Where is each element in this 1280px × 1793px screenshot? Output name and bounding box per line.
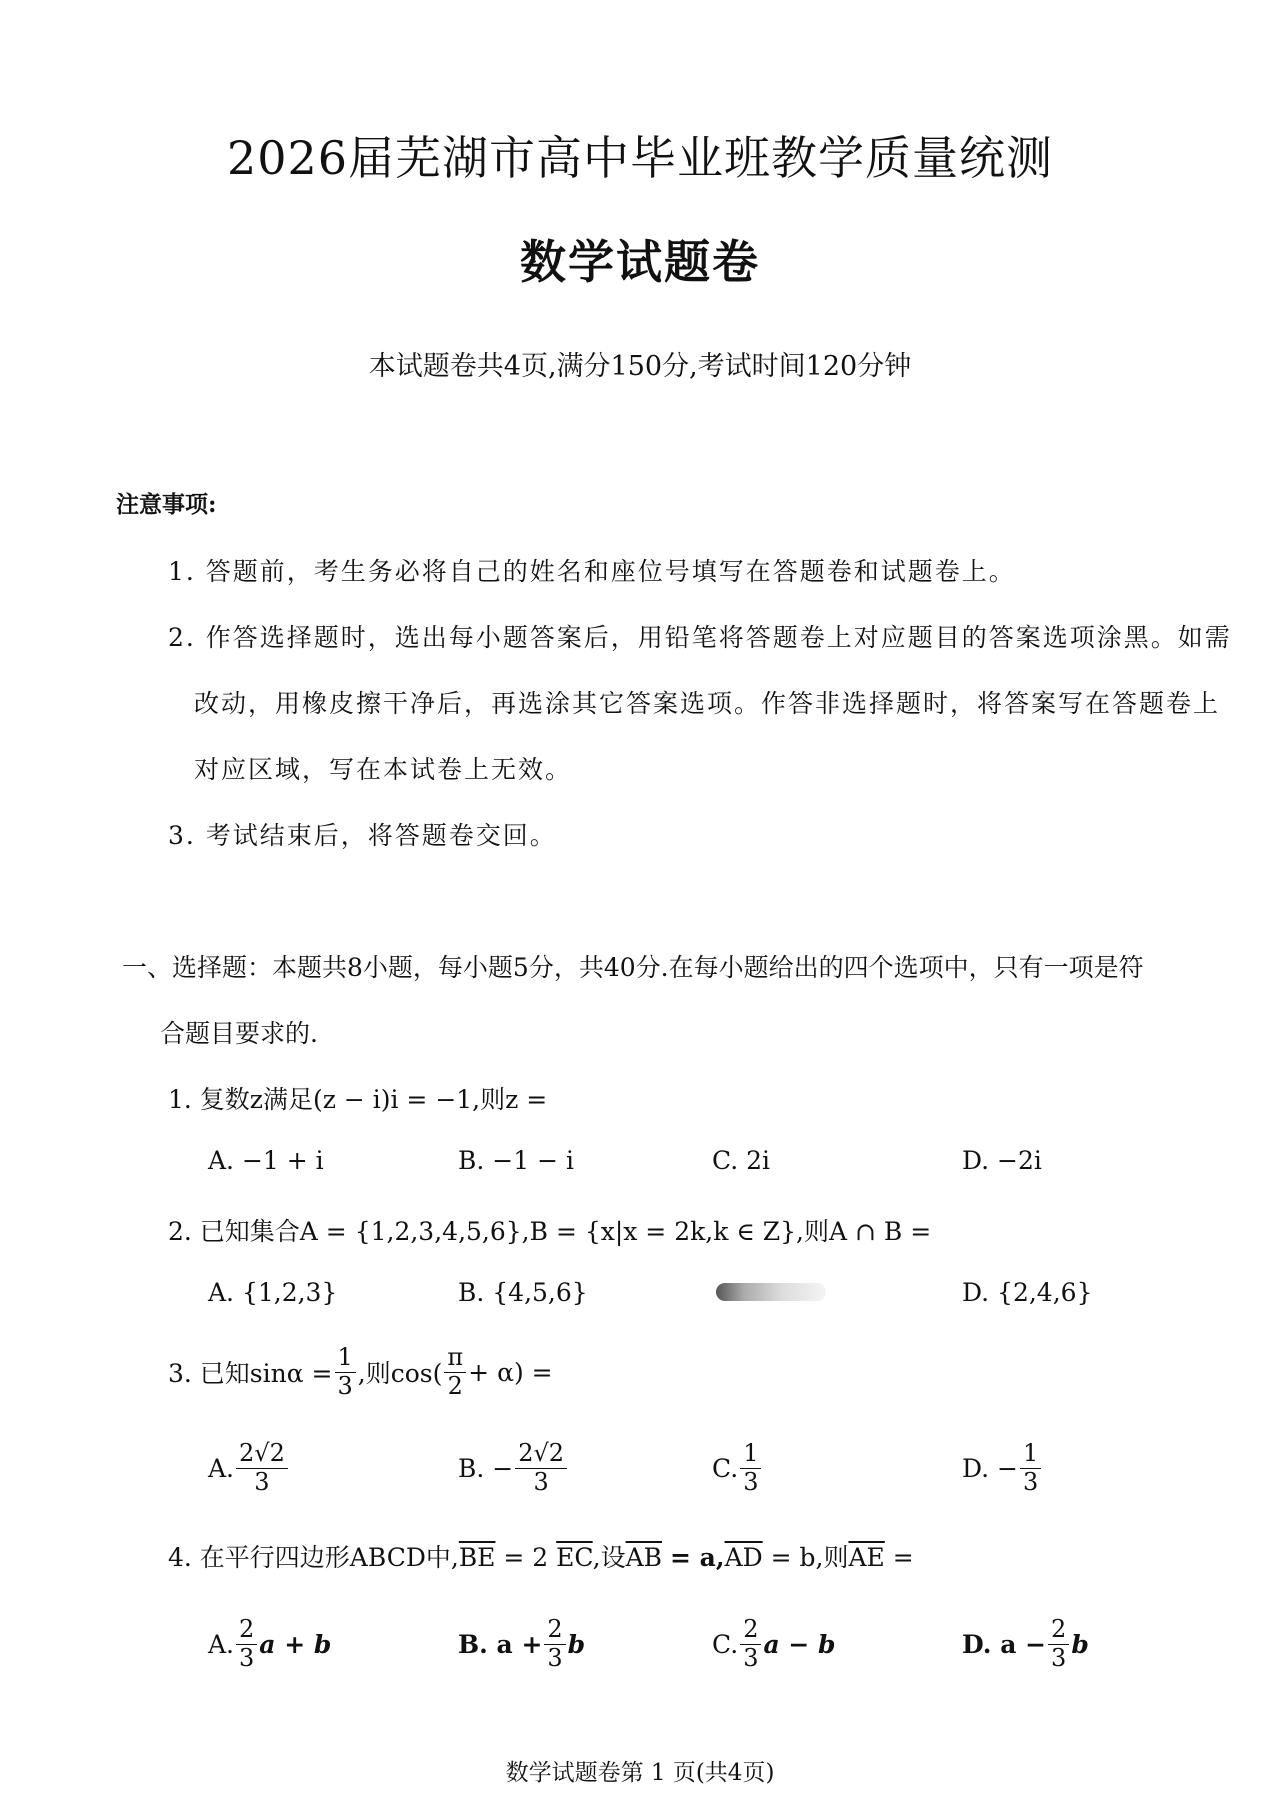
question-4-option-c (712, 1616, 836, 1672)
option-label: D. − (962, 1453, 1018, 1483)
option-tail: b (567, 1629, 586, 1659)
question-2-option-d: D. {2,4,6} (962, 1278, 1093, 1307)
question-4-option-a (208, 1616, 331, 1672)
note-item-3: 3. 考试结束后，将答题卷交回。 (168, 821, 557, 850)
question-2-option-a: A. {1,2,3} (208, 1278, 338, 1307)
question-4-eq-2: = 2 (503, 1543, 549, 1572)
question-3-fraction-sin (335, 1344, 356, 1400)
option-tail: a + b (259, 1629, 332, 1659)
note-item-2-line-2: 改动，用橡皮擦干净后，再选涂其它答案选项。作答非选择题时，将答案写在答题卷上 (194, 689, 1221, 718)
question-3-option-d (962, 1440, 1043, 1496)
option-tail: b (1071, 1629, 1089, 1659)
page-footer: 数学试题卷第 1 页(共4页) (505, 1760, 775, 1786)
question-3-option-a (208, 1440, 290, 1496)
note-item-2-line-1: 2. 作答选择题时，选出每小题答案后，用铅笔将答题卷上对应题目的答案选项涂黑。如需 (168, 623, 1232, 652)
exam-subtitle: 数学试题卷 (520, 235, 760, 289)
vector-ec: $\overline{EC}$ (556, 1543, 593, 1572)
question-1-stem: 1. 复数z满足(z − i)i = −1,则z = (168, 1085, 548, 1114)
fraction-denominator: 3 (743, 1643, 759, 1672)
fraction-denominator: 3 (337, 1371, 353, 1400)
fraction-numerator: 2 (544, 1616, 565, 1645)
fraction-denominator: 2 (447, 1371, 463, 1400)
note-item-1: 1. 答题前，考生务必将自己的姓名和座位号填写在答题卷和试题卷上。 (168, 557, 1016, 586)
option-label: D. a − (962, 1629, 1047, 1659)
option-tail: a − b (763, 1629, 836, 1659)
option-label: A. (208, 1453, 235, 1483)
fraction-numerator: 2√2 (236, 1440, 288, 1469)
question-3-stem-mid: ,则cos( (357, 1359, 443, 1389)
question-4-set: ,设 (592, 1543, 626, 1572)
fraction-denominator: 3 (743, 1467, 759, 1496)
question-3-stem (168, 1344, 553, 1400)
section-1-heading: 一、选择题：本题共8小题，每小题5分，共40分.在每小题给出的四个选项中，只有一项是符 (122, 953, 1144, 982)
question-4-stem (168, 1538, 914, 1574)
fraction-numerator: π (444, 1344, 466, 1373)
question-4-eq-b: = b,则 (770, 1543, 849, 1572)
question-4-end: = (892, 1543, 914, 1572)
question-3-option-b (458, 1440, 569, 1496)
exam-title: 2026届芜湖市高中毕业班教学质量统测 (226, 131, 1054, 185)
question-4-eq-a: = a, (670, 1543, 725, 1572)
question-4-option-b (458, 1616, 585, 1672)
question-3-stem-prefix: 3. 已知sinα = (168, 1359, 333, 1389)
question-2-stem: 2. 已知集合A = {1,2,3,4,5,6},B = {x|x = 2k,k ∈ Z},则A ∩ B = (168, 1217, 932, 1246)
fraction-numerator: 2 (1048, 1616, 1069, 1645)
question-4-option-d (962, 1616, 1089, 1672)
fraction-numerator: 2 (740, 1616, 761, 1645)
notes-heading: 注意事项: (116, 491, 217, 518)
fraction-denominator: 3 (1023, 1467, 1039, 1496)
question-3-option-c (712, 1440, 763, 1496)
option-label: C. (712, 1453, 739, 1483)
fraction-numerator: 2√2 (515, 1440, 567, 1469)
vector-ab: $\overline{AB}$ (625, 1543, 663, 1572)
fraction-denominator: 3 (547, 1643, 563, 1672)
fraction-denominator: 3 (1051, 1643, 1067, 1672)
fraction-denominator: 3 (533, 1467, 549, 1496)
vector-be: $\overline{BE}$ (458, 1543, 496, 1572)
question-1-option-b: B. −1 − i (458, 1146, 574, 1175)
vector-ad: $\overline{AD}$ (724, 1543, 763, 1572)
section-1-heading-cont: 合题目要求的. (160, 1019, 318, 1048)
question-3-stem-suffix: + α) = (468, 1357, 553, 1387)
question-2-option-b: B. {4,5,6} (458, 1278, 588, 1307)
question-1-option-d: D. −2i (962, 1146, 1042, 1175)
option-label: A. (208, 1629, 235, 1659)
option-label: B. − (458, 1453, 514, 1483)
question-1-option-a: A. −1 + i (208, 1146, 324, 1175)
vector-ae: $\overline{AE}$ (848, 1543, 885, 1572)
question-1-option-c: C. 2i (712, 1146, 771, 1175)
fraction-numerator: 1 (740, 1440, 761, 1469)
fraction-denominator: 3 (239, 1643, 255, 1672)
note-item-2-line-3: 对应区域，写在本试卷上无效。 (194, 755, 573, 784)
question-3-fraction-pi (444, 1344, 466, 1400)
fraction-numerator: 1 (335, 1344, 356, 1373)
fraction-numerator: 1 (1020, 1440, 1041, 1469)
exam-info: 本试题卷共4页,满分150分,考试时间120分钟 (368, 351, 912, 382)
question-2-option-c-redacted (716, 1283, 826, 1301)
question-4-stem-prefix: 4. 在平行四边形ABCD中, (168, 1543, 459, 1572)
fraction-denominator: 3 (254, 1467, 270, 1496)
fraction-numerator: 2 (236, 1616, 257, 1645)
option-label: C. (712, 1629, 739, 1659)
option-label: B. a + (458, 1629, 543, 1659)
